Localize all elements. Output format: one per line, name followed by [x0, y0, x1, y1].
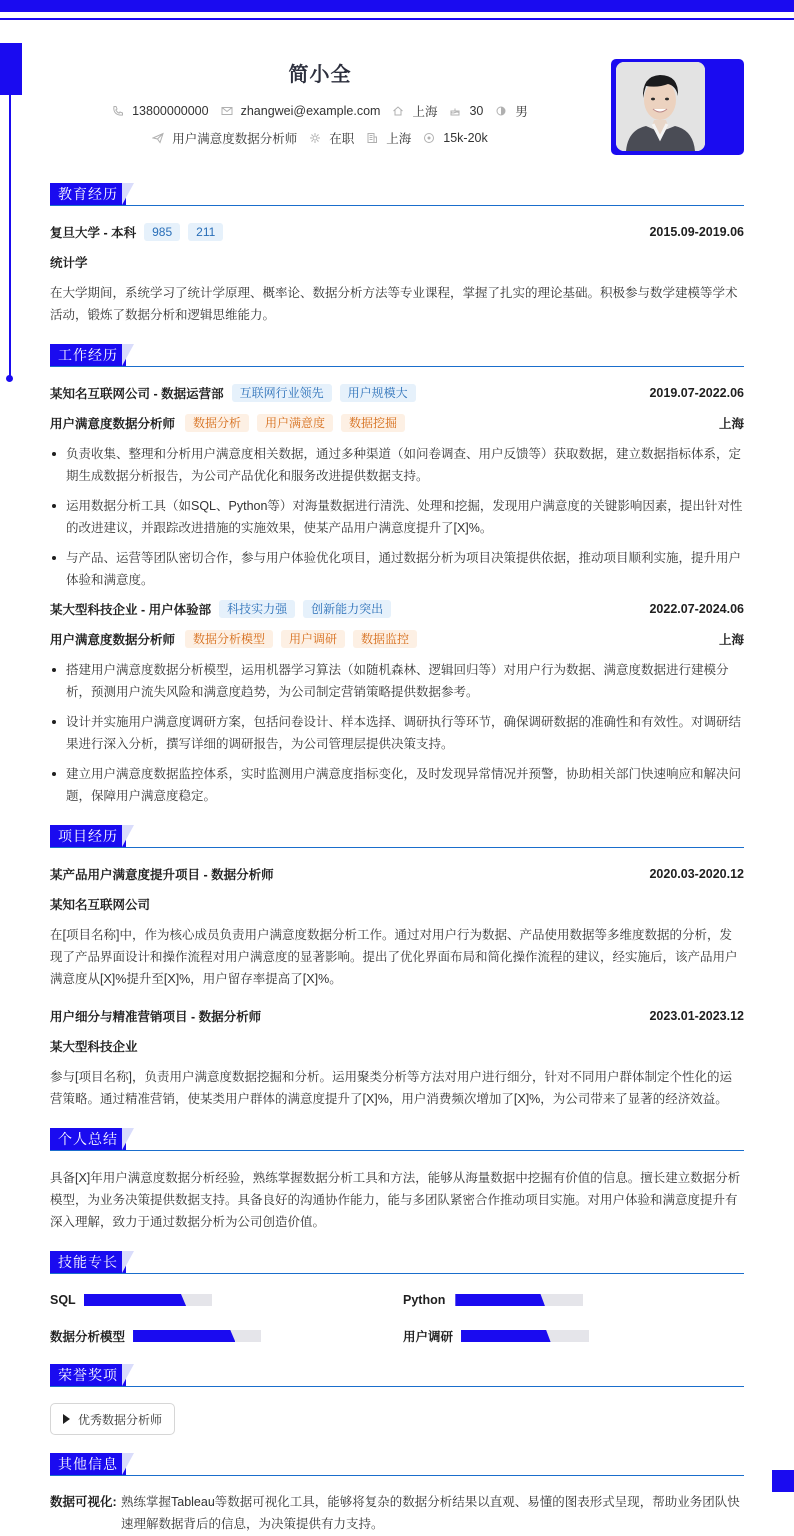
company-tag: 用户规模大	[340, 384, 416, 402]
project-org-row	[50, 1037, 744, 1055]
age-item	[449, 104, 483, 118]
section-title-tail	[122, 1453, 134, 1475]
status-item	[309, 129, 354, 147]
work-city: 上海	[718, 417, 744, 431]
contact-info-row	[50, 102, 590, 120]
project-date: 2023.01-2023.12	[649, 1009, 744, 1023]
play-triangle-icon	[63, 1414, 70, 1424]
photo-frame	[611, 59, 744, 155]
skill-bar-fill	[455, 1294, 545, 1306]
section-title-tail	[122, 1128, 134, 1150]
phone-item	[112, 104, 208, 118]
section-underline	[50, 205, 744, 206]
other-info-row	[50, 1491, 744, 1535]
send-icon	[152, 132, 164, 144]
work-date: 2019.07-2022.06	[649, 386, 744, 400]
work-bullets	[50, 659, 744, 815]
skill-bar-fill	[133, 1330, 235, 1342]
section-title: 其他信息	[50, 1453, 126, 1475]
right-accent-tab	[772, 1470, 794, 1492]
work-date: 2022.07-2024.06	[649, 602, 744, 616]
skill-bar	[84, 1294, 212, 1306]
skill-name: Python	[403, 1293, 446, 1307]
skill-name: SQL	[50, 1293, 76, 1307]
gear-icon	[309, 132, 321, 144]
skill-bar-fill	[84, 1294, 186, 1306]
education-date: 2015.09-2019.06	[649, 225, 744, 239]
list-item: 建立用户满意度数据监控体系，实时监测用户满意度指标变化，及时发现异常情况并预警，协助相关部门快速响应和解决问题，保障用户满意度稳定。	[50, 763, 744, 807]
section-title: 教育经历	[50, 183, 126, 205]
avatar	[616, 62, 705, 151]
skill-name: 用户调研	[403, 1330, 454, 1344]
award-text: 优秀数据分析师	[78, 1412, 163, 1427]
education-major-row	[50, 253, 744, 271]
building-icon	[366, 132, 378, 144]
section-other	[50, 1453, 744, 1477]
project-header	[50, 1007, 744, 1025]
email-icon	[221, 105, 233, 117]
section-underline	[50, 1273, 744, 1274]
target-position-item	[152, 129, 297, 147]
left-accent-tab	[0, 43, 22, 95]
other-info-text: 熟练掌握Tableau等数据可视化工具，能够将复杂的数据分析结果以直观、易懂的图表形式呈现，帮助业务团队快速理解数据背后的信息，为决策提供有力支持。	[121, 1495, 740, 1531]
top-accent-bar	[0, 0, 794, 12]
work-header	[50, 600, 744, 618]
section-title-tail	[122, 344, 134, 366]
project-org-row	[50, 895, 744, 913]
section-underline	[50, 1150, 744, 1151]
skill-bar	[455, 1294, 583, 1306]
school-name: 复旦大学 - 本科	[50, 226, 137, 240]
project-description: 在[项目名称]中，作为核心成员负责用户满意度数据分析工作。通过对用户行为数据、产品使用数据等多维度数据的分析，发现了产品界面设计和操作流程对用户满意度的显著影响。提出了优化界面布局和简化操作流程的建议，经实施后，该产品用户满意度从[X]%提升至[X]%，用户留存率提高了[X]%。	[50, 928, 738, 986]
summary-text: 具备[X]年用户满意度数据分析经验，熟练掌握数据分析工具和方法，能够从海量数据中挖掘有价值的信息。擅长建立数据分析模型，为业务决策提供数据支持。具备良好的沟通协作能力，能与多团队紧密合作推动项目实施。对用户体验和满意度提升有深入理解，致力于通过数据分析为公司创造价值。	[50, 1171, 741, 1229]
section-underline	[50, 1386, 744, 1387]
role-tag: 用户调研	[281, 630, 345, 648]
section-title: 个人总结	[50, 1128, 126, 1150]
salary-item	[423, 131, 487, 145]
section-awards	[50, 1364, 744, 1388]
section-summary	[50, 1128, 744, 1152]
skill-item	[403, 1327, 589, 1345]
target-position-text: 用户满意度数据分析师	[172, 132, 298, 146]
role-tag: 数据分析模型	[185, 630, 273, 648]
project-title: 用户细分与精准营销项目 - 数据分析师	[50, 1010, 262, 1024]
section-title-tail	[122, 183, 134, 205]
section-work	[50, 344, 744, 368]
project-org: 某大型科技企业	[50, 1040, 138, 1054]
status-text: 在职	[329, 132, 355, 146]
job-info-row	[50, 129, 590, 147]
skill-bar	[133, 1330, 261, 1342]
skill-bar	[461, 1330, 589, 1342]
left-timeline-dot	[6, 375, 13, 382]
project-date: 2020.03-2020.12	[649, 867, 744, 881]
phone-icon	[112, 105, 124, 117]
section-title: 工作经历	[50, 344, 126, 366]
section-skills	[50, 1251, 744, 1275]
skill-item	[403, 1293, 583, 1307]
list-item: 与产品、运营等团队密切合作，参与用户体验优化项目，通过数据分析为项目决策提供依据，推动项目顺利实施，提升用户体验和满意度。	[50, 547, 744, 591]
work-city: 上海	[718, 633, 744, 647]
gender-icon	[495, 105, 507, 117]
list-item: 设计并实施用户满意度调研方案，包括问卷设计、样本选择、调研执行等环节，确保调研数据的准确性和有效性。对调研结果进行深入分析，撰写详细的调研报告，为公司管理层提供决策支持。	[50, 711, 744, 755]
company-name: 某知名互联网公司 - 数据运营部	[50, 387, 224, 401]
section-projects	[50, 825, 744, 849]
gender-item	[495, 102, 528, 120]
age-text: 30	[469, 104, 484, 118]
skill-item	[50, 1327, 261, 1345]
top-accent-line	[0, 18, 794, 20]
list-item: 搭建用户满意度数据分析模型，运用机器学习算法（如随机森林、逻辑回归等）对用户行为数据、满意度数据进行建模分析，预测用户流失风险和满意度趋势，为公司制定营销策略提供数据参考。	[50, 659, 744, 703]
left-timeline-line	[9, 95, 11, 378]
role-tag: 数据监控	[353, 630, 417, 648]
other-info-label: 数据可视化:	[50, 1495, 117, 1509]
location-text: 上海	[412, 105, 438, 119]
section-underline	[50, 366, 744, 367]
section-title-tail	[122, 1251, 134, 1273]
section-title: 荣誉奖项	[50, 1364, 126, 1386]
project-description: 参与[项目名称]，负责用户满意度数据挖掘和分析。运用聚类分析等方法对用户进行细分，针对不同用户群体制定个性化的运营策略。通过精准营销，使某类用户群体的满意度提升了[X]%，用户消费频次增加了[X]%，为公司带来了显著的经济效益。	[50, 1070, 732, 1106]
section-education	[50, 183, 744, 207]
role-tag: 数据挖掘	[341, 414, 405, 432]
skill-item	[50, 1293, 212, 1307]
email-text: zhangwei@example.com	[240, 104, 381, 118]
work-role-row	[50, 414, 744, 432]
gender-text: 男	[515, 105, 528, 119]
coin-icon	[423, 132, 435, 144]
role-name: 用户满意度数据分析师	[50, 633, 176, 647]
section-underline	[50, 847, 744, 848]
project-org: 某知名互联网公司	[50, 898, 151, 912]
role-tag: 数据分析	[185, 414, 249, 432]
target-city-text: 上海	[386, 132, 412, 146]
school-tag: 985	[144, 223, 180, 241]
email-item	[221, 104, 381, 118]
home-icon	[392, 105, 404, 117]
work-header	[50, 384, 744, 402]
work-role-row	[50, 630, 744, 648]
role-tag: 用户满意度	[257, 414, 333, 432]
section-title: 技能专长	[50, 1251, 126, 1273]
award-badge	[50, 1403, 175, 1435]
salary-text: 15k-20k	[443, 131, 488, 145]
company-tag: 科技实力强	[219, 600, 295, 618]
cake-icon	[449, 105, 461, 117]
company-name: 某大型科技企业 - 用户体验部	[50, 603, 212, 617]
role-name: 用户满意度数据分析师	[50, 417, 176, 431]
list-item: 负责收集、整理和分析用户满意度相关数据，通过多种渠道（如问卷调查、用户反馈等）获取数据，建立数据指标体系，定期生成数据分析报告，为公司产品优化和服务改进提供数据支持。	[50, 443, 744, 487]
section-title-tail	[122, 1364, 134, 1386]
major: 统计学	[50, 256, 88, 270]
company-tag: 互联网行业领先	[232, 384, 332, 402]
education-header	[50, 223, 744, 241]
phone-text: 13800000000	[132, 104, 209, 118]
section-title: 项目经历	[50, 825, 126, 847]
project-title: 某产品用户满意度提升项目 - 数据分析师	[50, 868, 274, 882]
project-header	[50, 865, 744, 883]
skill-bar-fill	[461, 1330, 551, 1342]
skill-name: 数据分析模型	[50, 1330, 126, 1344]
education-description: 在大学期间，系统学习了统计学原理、概率论、数据分析方法等专业课程，掌握了扎实的理论基础。积极参与数学建模等学术活动，锻炼了数据分析和逻辑思维能力。	[50, 286, 738, 322]
location-item	[392, 102, 437, 120]
list-item: 运用数据分析工具（如SQL、Python等）对海量数据进行清洗、处理和挖掘，发现用户满意度的关键影响因素，提出针对性的改进建议，并跟踪改进措施的实施效果，使某产品用户满意度提升了[X]%。	[50, 495, 744, 539]
candidate-name: 简小全	[288, 64, 352, 86]
school-tag: 211	[188, 223, 223, 241]
company-tag: 创新能力突出	[303, 600, 391, 618]
work-bullets	[50, 443, 744, 599]
section-underline	[50, 1475, 744, 1476]
section-title-tail	[122, 825, 134, 847]
target-city-item	[366, 129, 411, 147]
